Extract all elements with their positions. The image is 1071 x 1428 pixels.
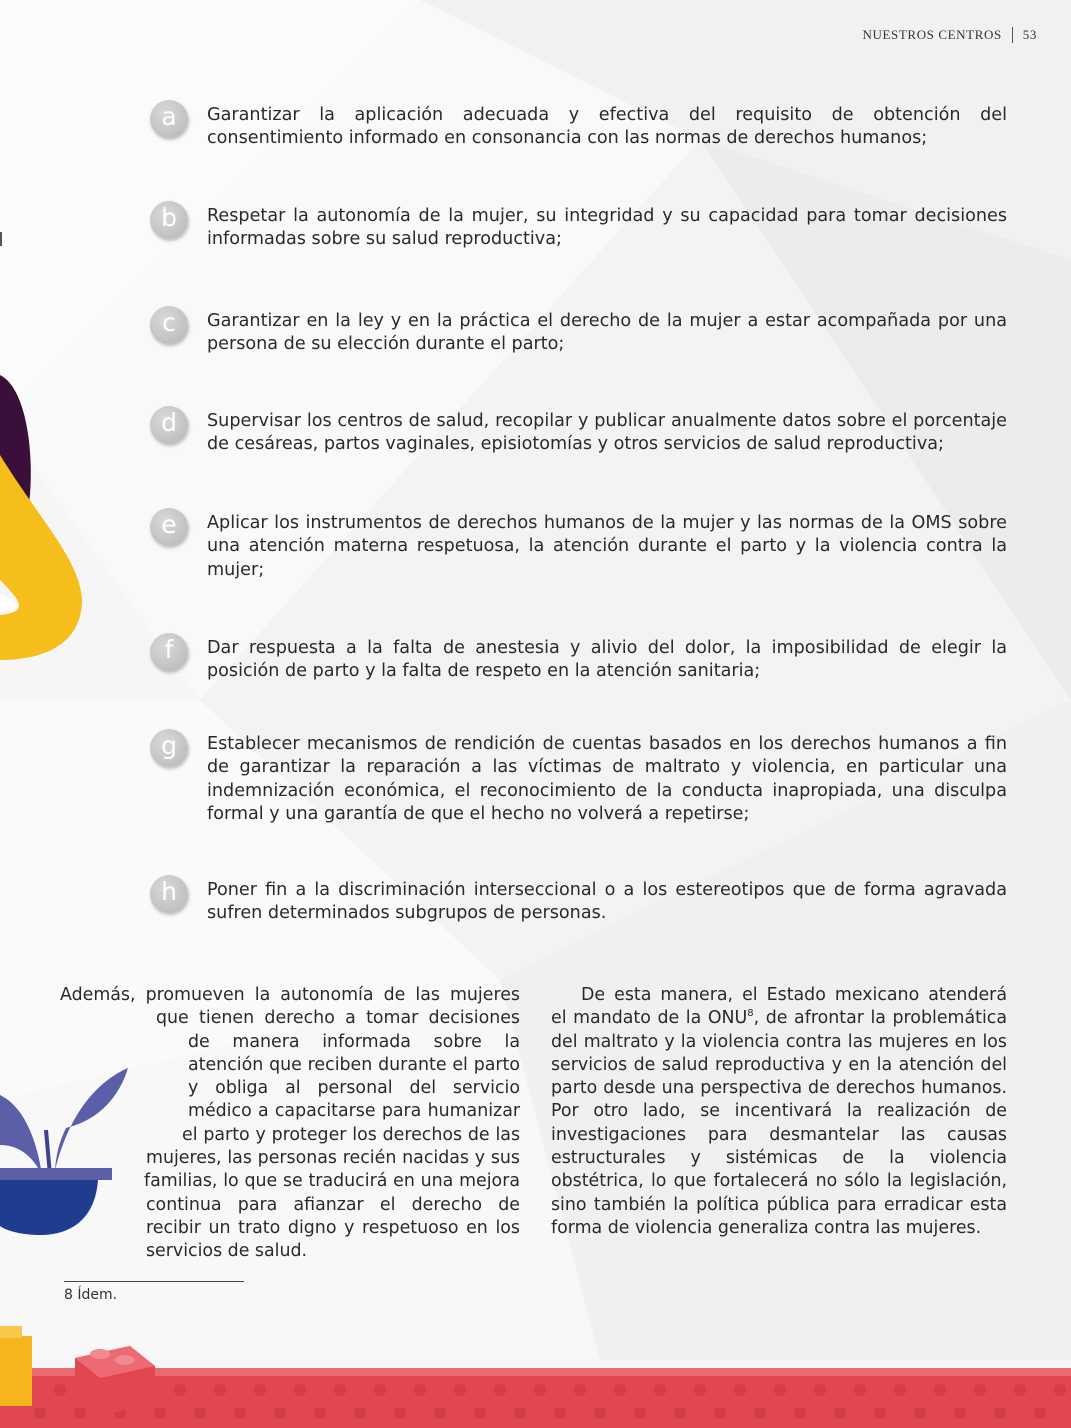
decorative-shapes: [0, 0, 120, 700]
brick-decoration: [0, 1318, 1071, 1428]
running-header: [863, 27, 1037, 43]
section-title: NUESTROS CENTROS: [862, 27, 1002, 42]
letter-badge: h: [150, 875, 188, 913]
body-column-right: [551, 984, 1007, 1240]
right-paragraph-end: , de afrontar la problemática del maltrato y la violencia contra las mujeres en los servicios de salud reproductiva y en la atención del parto desde una perspectiva de derechos humanos. Por otro lado, se incentivará la realización de investigaciones para desmantelar las causas estructurales y sistémicas de la violencia obstétrica, lo que fortalecerá no sólo la legislación, sino también la política pública para erradicar esta forma de violencia generaliza contra las mujeres.: [551, 1008, 1007, 1238]
list-item-text: Supervisar los centros de salud, recopilar y publicar anualmente datos sobre el porcentaje de cesáreas, partos vaginales, episiotomías y otros servicios de salud reproductiva;: [207, 411, 1007, 455]
list-item-text: Aplicar los instrumentos de derechos humanos de la mujer y las normas de la OMS sobre una atención materna respetuosa, la atención durante el parto y la violencia contra la mujer;: [207, 513, 1007, 580]
yellow-brick: [0, 1336, 32, 1406]
list-item-text: Dar respuesta a la falta de anestesia y alivio del dolor, la imposibilidad de elegir la posición de parto y la falta de respeto en la atención sanitaria;: [207, 638, 1007, 682]
letter-badge: c: [150, 306, 188, 344]
letter-badge: d: [150, 406, 188, 444]
list-item-text: Garantizar en la ley y en la práctica el derecho de la mujer a estar acompañada por una persona de su elección durante el parto;: [207, 311, 1007, 355]
letter-badge: f: [150, 633, 188, 671]
left-paragraph: Además, promueven la autonomía de las mujeres que tienen derecho a tomar decisiones de manera informada sobre la atención que reciben durante el parto y obliga al personal del servicio médico a capacitarse para humanizar el parto y proteger los derechos de las mujeres, las personas recién nacidas y sus familias, lo que se traducirá en una mejora continua para afianzar el derecho de recibir un trato digno y respetuoso en los servicios de salud.: [60, 985, 520, 1262]
list-item-text: Respetar la autonomía de la mujer, su integridad y su capacidad para tomar decisiones informadas sobre su salud reproductiva;: [207, 206, 1007, 250]
footnote-divider: [64, 1281, 244, 1282]
yellow-shape: [0, 455, 82, 660]
letter-badge: e: [150, 508, 188, 546]
list-item-text: Poner fin a la discriminación interseccional o a los estereotipos que de forma agravada sufren determinados subgrupos de personas.: [207, 880, 1007, 924]
header-divider: [1012, 27, 1013, 43]
body-column-left: [60, 984, 520, 1264]
list-item-text: Garantizar la aplicación adecuada y efectiva del requisito de obtención del consentimiento informado en consonancia con las normas de derechos humanos;: [207, 105, 1007, 149]
right-paragraph-start: De esta manera, el Estado mexicano atenderá el mandato de la ONU: [551, 985, 1007, 1029]
footnote-text: Ídem.: [77, 1287, 118, 1303]
letter-badge: a: [150, 100, 188, 138]
list-item-text: Establecer mecanismos de rendición de cuentas basados en los derechos humanos a fin de garantizar la reparación a las víctimas de maltrato y violencia, en particular una indemnización económica, el reconocimiento de la conducta inapropiada, una disculpa formal y una garantía de que el hecho no volverá a repetirse;: [207, 734, 1007, 824]
footnote-number: 8: [64, 1287, 73, 1303]
letter-badge: g: [150, 729, 188, 767]
footnote: [64, 1287, 117, 1303]
page-number: 53: [1022, 27, 1037, 42]
letter-badge: b: [150, 201, 188, 239]
footnote-reference: 8: [747, 1008, 754, 1020]
